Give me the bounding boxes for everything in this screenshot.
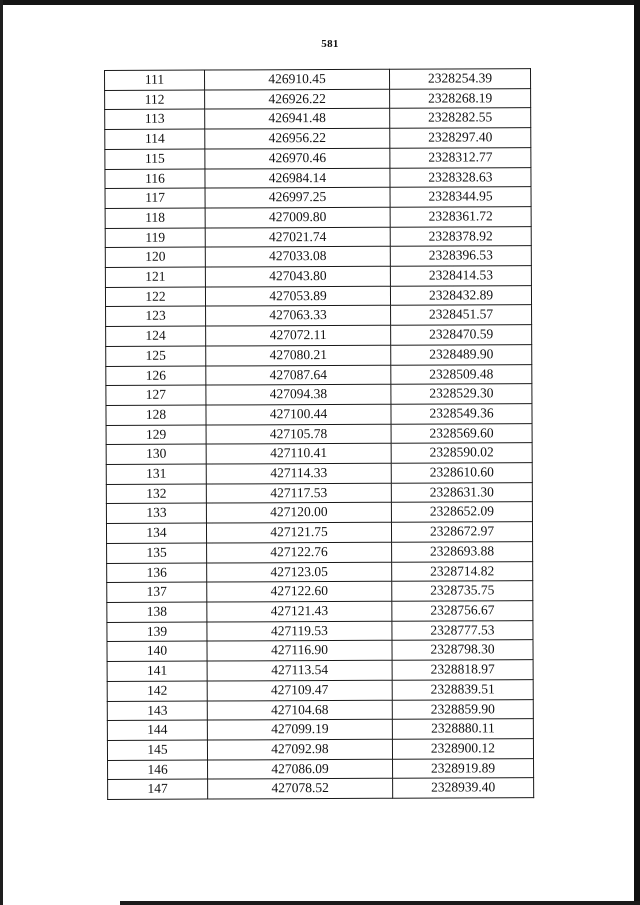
point-id-cell: 130 — [106, 444, 206, 464]
point-id-cell: 141 — [107, 661, 207, 681]
x-coordinate-cell: 427123.05 — [207, 562, 392, 583]
point-id-cell: 128 — [106, 405, 206, 425]
point-id-cell: 116 — [105, 169, 205, 189]
table-row — [106, 325, 532, 347]
table-row — [106, 384, 532, 406]
x-coordinate-cell: 427122.76 — [207, 542, 392, 563]
x-coordinate-cell: 427072.11 — [206, 325, 391, 346]
y-coordinate-cell: 2328714.82 — [392, 561, 533, 581]
y-coordinate-cell: 2328509.48 — [391, 364, 532, 384]
x-coordinate-cell: 427104.68 — [207, 700, 392, 721]
y-coordinate-cell: 2328735.75 — [392, 581, 533, 601]
table-row — [107, 739, 533, 761]
point-id-cell: 131 — [106, 464, 206, 484]
table-row — [107, 601, 533, 623]
x-coordinate-cell: 427121.43 — [207, 601, 392, 622]
y-coordinate-cell: 2328610.60 — [391, 463, 532, 483]
point-id-cell: 115 — [105, 149, 205, 169]
table-row — [107, 620, 533, 642]
table-row — [105, 266, 531, 288]
y-coordinate-cell: 2328672.97 — [391, 522, 532, 542]
scan-edge-right — [634, 0, 640, 905]
y-coordinate-cell: 2328312.77 — [390, 147, 531, 167]
x-coordinate-cell: 426926.22 — [205, 89, 390, 110]
y-coordinate-cell: 2328268.19 — [390, 88, 531, 108]
point-id-cell: 118 — [105, 208, 205, 228]
point-id-cell: 135 — [107, 543, 207, 563]
x-coordinate-cell: 427114.33 — [206, 463, 391, 484]
x-coordinate-cell: 427109.47 — [207, 680, 392, 701]
point-id-cell: 134 — [106, 523, 206, 543]
point-id-cell: 138 — [107, 602, 207, 622]
scan-edge-left — [0, 0, 3, 905]
x-coordinate-cell: 427117.53 — [206, 483, 391, 504]
y-coordinate-cell: 2328859.90 — [392, 699, 533, 719]
table-row — [106, 423, 532, 445]
x-coordinate-cell: 426984.14 — [205, 168, 390, 189]
x-coordinate-cell: 426941.48 — [205, 109, 390, 130]
x-coordinate-cell: 427043.80 — [205, 266, 390, 287]
point-id-cell: 136 — [107, 563, 207, 583]
table-row — [105, 167, 531, 189]
point-id-cell: 120 — [105, 247, 205, 267]
x-coordinate-cell: 427087.64 — [206, 365, 391, 386]
point-id-cell: 133 — [106, 504, 206, 524]
point-id-cell: 146 — [108, 760, 208, 780]
y-coordinate-cell: 2328489.90 — [391, 344, 532, 364]
y-coordinate-cell: 2328652.09 — [391, 502, 532, 522]
x-coordinate-cell: 427113.54 — [207, 660, 392, 681]
table-row — [106, 344, 532, 366]
table-row — [106, 443, 532, 465]
y-coordinate-cell: 2328378.92 — [390, 226, 531, 246]
point-id-cell: 126 — [106, 366, 206, 386]
table-row — [107, 699, 533, 721]
table-row — [105, 285, 531, 307]
table-row — [105, 88, 531, 110]
table-row — [106, 502, 532, 524]
x-coordinate-cell: 426970.46 — [205, 148, 390, 169]
table-row — [106, 522, 532, 544]
y-coordinate-cell: 2328631.30 — [391, 482, 532, 502]
table-row — [105, 108, 531, 130]
x-coordinate-cell: 427080.21 — [206, 345, 391, 366]
y-coordinate-cell: 2328756.67 — [392, 601, 533, 621]
point-id-cell: 145 — [107, 740, 207, 760]
table-row — [107, 719, 533, 741]
y-coordinate-cell: 2328414.53 — [390, 266, 531, 286]
y-coordinate-cell: 2328297.40 — [390, 128, 531, 148]
point-id-cell: 142 — [107, 681, 207, 701]
table-row — [108, 778, 534, 800]
y-coordinate-cell: 2328777.53 — [392, 620, 533, 640]
y-coordinate-cell: 2328361.72 — [390, 207, 531, 227]
table-row — [107, 640, 533, 662]
y-coordinate-cell: 2328569.60 — [391, 423, 532, 443]
page-number: 581 — [321, 38, 339, 50]
table-row — [106, 463, 532, 485]
scan-edge-bottom — [120, 901, 640, 905]
table-row — [107, 679, 533, 701]
table-row — [105, 187, 531, 209]
table-row — [105, 128, 531, 150]
point-id-cell: 139 — [107, 622, 207, 642]
point-id-cell: 127 — [106, 385, 206, 405]
point-id-cell: 119 — [105, 228, 205, 248]
coordinates-table-body — [105, 69, 534, 800]
y-coordinate-cell: 2328432.89 — [390, 285, 531, 305]
table-row — [105, 207, 531, 229]
x-coordinate-cell: 427063.33 — [206, 306, 391, 327]
x-coordinate-cell: 427094.38 — [206, 385, 391, 406]
point-id-cell: 125 — [106, 346, 206, 366]
y-coordinate-cell: 2328470.59 — [391, 325, 532, 345]
table-row — [108, 758, 534, 780]
x-coordinate-cell: 427110.41 — [206, 444, 391, 465]
point-id-cell: 112 — [105, 90, 205, 110]
x-coordinate-cell: 427033.08 — [205, 247, 390, 268]
point-id-cell: 122 — [105, 287, 205, 307]
x-coordinate-cell: 427119.53 — [207, 621, 392, 642]
x-coordinate-cell: 426910.45 — [205, 69, 390, 90]
x-coordinate-cell: 426997.25 — [205, 187, 390, 208]
point-id-cell: 114 — [105, 129, 205, 149]
x-coordinate-cell: 427009.80 — [205, 207, 390, 228]
point-id-cell: 144 — [107, 720, 207, 740]
y-coordinate-cell: 2328396.53 — [390, 246, 531, 266]
y-coordinate-cell: 2328282.55 — [390, 108, 531, 128]
table-row — [107, 581, 533, 603]
x-coordinate-cell: 427078.52 — [208, 779, 393, 800]
y-coordinate-cell: 2328529.30 — [391, 384, 532, 404]
point-id-cell: 117 — [105, 188, 205, 208]
x-coordinate-cell: 427100.44 — [206, 404, 391, 425]
x-coordinate-cell: 427105.78 — [206, 424, 391, 445]
point-id-cell: 111 — [105, 70, 205, 90]
table-row — [106, 364, 532, 386]
table-row — [105, 246, 531, 268]
y-coordinate-cell: 2328939.40 — [393, 778, 534, 798]
point-id-cell: 123 — [106, 306, 206, 326]
y-coordinate-cell: 2328798.30 — [392, 640, 533, 660]
table-row — [105, 226, 531, 248]
point-id-cell: 140 — [107, 641, 207, 661]
y-coordinate-cell: 2328590.02 — [391, 443, 532, 463]
table-row — [106, 404, 532, 426]
y-coordinate-cell: 2328818.97 — [392, 660, 533, 680]
y-coordinate-cell: 2328900.12 — [392, 739, 533, 759]
x-coordinate-cell: 427122.60 — [207, 582, 392, 603]
scan-edge-top — [0, 0, 640, 5]
table-row — [107, 561, 533, 583]
y-coordinate-cell: 2328344.95 — [390, 187, 531, 207]
y-coordinate-cell: 2328328.63 — [390, 167, 531, 187]
y-coordinate-cell: 2328549.36 — [391, 404, 532, 424]
table-row — [105, 147, 531, 169]
x-coordinate-cell: 427121.75 — [206, 522, 391, 543]
coordinates-table-container — [104, 68, 533, 800]
point-id-cell: 124 — [106, 326, 206, 346]
x-coordinate-cell: 427021.74 — [205, 227, 390, 248]
point-id-cell: 129 — [106, 425, 206, 445]
table-row — [106, 305, 532, 327]
x-coordinate-cell: 427120.00 — [206, 503, 391, 524]
x-coordinate-cell: 427099.19 — [207, 719, 392, 740]
x-coordinate-cell: 427116.90 — [207, 641, 392, 662]
y-coordinate-cell: 2328451.57 — [391, 305, 532, 325]
table-row — [105, 69, 531, 91]
x-coordinate-cell: 427053.89 — [205, 286, 390, 307]
y-coordinate-cell: 2328880.11 — [392, 719, 533, 739]
point-id-cell: 132 — [106, 484, 206, 504]
table-row — [107, 660, 533, 682]
point-id-cell: 137 — [107, 582, 207, 602]
y-coordinate-cell: 2328839.51 — [392, 679, 533, 699]
x-coordinate-cell: 427086.09 — [208, 759, 393, 780]
y-coordinate-cell: 2328254.39 — [389, 69, 530, 89]
x-coordinate-cell: 427092.98 — [207, 739, 392, 760]
point-id-cell: 113 — [105, 109, 205, 129]
table-row — [106, 482, 532, 504]
coordinates-table — [104, 68, 534, 800]
point-id-cell: 143 — [107, 701, 207, 721]
y-coordinate-cell: 2328919.89 — [393, 758, 534, 778]
point-id-cell: 147 — [108, 779, 208, 799]
table-row — [107, 542, 533, 564]
x-coordinate-cell: 426956.22 — [205, 128, 390, 149]
point-id-cell: 121 — [105, 267, 205, 287]
y-coordinate-cell: 2328693.88 — [392, 542, 533, 562]
